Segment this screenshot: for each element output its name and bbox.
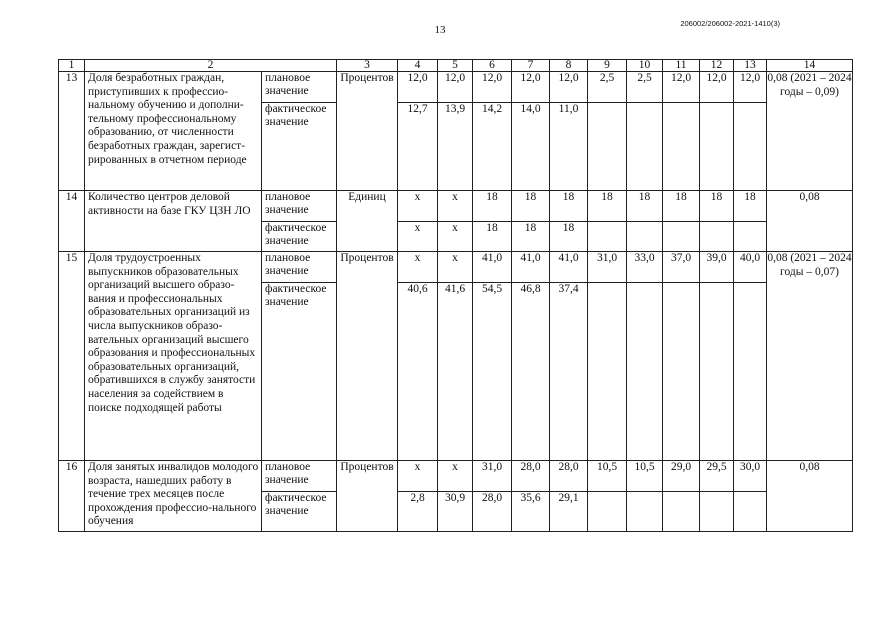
fact-value	[663, 222, 700, 252]
header-cell: 4	[398, 60, 438, 72]
row-number: 15	[59, 252, 85, 461]
plan-value: 10,5	[627, 461, 663, 492]
plan-label: плановое значение	[262, 72, 337, 103]
plan-label: плановое значение	[262, 461, 337, 492]
plan-value: х	[398, 252, 438, 283]
plan-value: 12,0	[398, 72, 438, 103]
fact-value	[627, 283, 663, 461]
fact-value	[627, 103, 663, 191]
indicators-table	[58, 59, 853, 532]
row-number: 16	[59, 461, 85, 532]
table-row-plan	[59, 72, 853, 103]
fact-value	[663, 492, 700, 532]
plan-value: 31,0	[588, 252, 627, 283]
plan-value: 12,0	[550, 72, 588, 103]
plan-value: 30,0	[734, 461, 767, 492]
table-row-plan	[59, 191, 853, 222]
header-cell: 6	[473, 60, 512, 72]
header-cell: 10	[627, 60, 663, 72]
plan-value: 33,0	[627, 252, 663, 283]
plan-value: 28,0	[512, 461, 550, 492]
document-id: 206002/206002-2021-1410(3)	[680, 19, 780, 28]
fact-label: фактическое значение	[262, 492, 337, 532]
plan-value: х	[438, 191, 473, 222]
header-cell: 2	[85, 60, 337, 72]
weight-cell: 0,08 (2021 – 2024 годы – 0,09)	[767, 72, 853, 191]
fact-value: 13,9	[438, 103, 473, 191]
fact-value	[734, 103, 767, 191]
indicator-name: Количество центров деловой активности на базе ГКУ ЦЗН ЛО	[85, 191, 262, 252]
header-cell: 1	[59, 60, 85, 72]
plan-value: 18	[588, 191, 627, 222]
plan-value: 37,0	[663, 252, 700, 283]
plan-value: 18	[473, 191, 512, 222]
plan-value: 29,5	[700, 461, 734, 492]
table-row-plan	[59, 252, 853, 283]
plan-value: 18	[663, 191, 700, 222]
fact-value: 14,0	[512, 103, 550, 191]
fact-label: фактическое значение	[262, 222, 337, 252]
plan-value: 18	[512, 191, 550, 222]
unit-cell: Процентов	[337, 252, 398, 461]
plan-label: плановое значение	[262, 191, 337, 222]
plan-value: 41,0	[512, 252, 550, 283]
plan-value: 41,0	[550, 252, 588, 283]
fact-value	[588, 222, 627, 252]
plan-value: 12,0	[663, 72, 700, 103]
header-cell: 5	[438, 60, 473, 72]
weight-cell: 0,08 (2021 – 2024 годы – 0,07)	[767, 252, 853, 461]
indicator-name: Доля безработных граждан, приступивших к профессио-нальному обучению и дополни-тельному профессиональному образованию, от численности безработных граждан, зарегист-рированных в отчетном периоде	[85, 72, 262, 191]
fact-value: 2,8	[398, 492, 438, 532]
plan-value: 2,5	[627, 72, 663, 103]
plan-value: 41,0	[473, 252, 512, 283]
fact-value: 12,7	[398, 103, 438, 191]
header-cell: 11	[663, 60, 700, 72]
header-cell: 12	[700, 60, 734, 72]
plan-label: плановое значение	[262, 252, 337, 283]
fact-value: 14,2	[473, 103, 512, 191]
fact-value: 18	[473, 222, 512, 252]
plan-value: 18	[627, 191, 663, 222]
header-cell: 8	[550, 60, 588, 72]
fact-value	[734, 283, 767, 461]
fact-value: х	[398, 222, 438, 252]
plan-value: 12,0	[734, 72, 767, 103]
plan-value: х	[438, 461, 473, 492]
unit-cell: Процентов	[337, 461, 398, 532]
fact-value	[700, 222, 734, 252]
header-cell: 13	[734, 60, 767, 72]
fact-value: 46,8	[512, 283, 550, 461]
fact-value: х	[438, 222, 473, 252]
unit-cell: Процентов	[337, 72, 398, 191]
fact-value: 29,1	[550, 492, 588, 532]
plan-value: 12,0	[512, 72, 550, 103]
plan-value: х	[398, 461, 438, 492]
plan-value: х	[438, 252, 473, 283]
fact-value: 40,6	[398, 283, 438, 461]
fact-value	[627, 492, 663, 532]
plan-value: 29,0	[663, 461, 700, 492]
plan-value: 28,0	[550, 461, 588, 492]
indicator-name: Доля трудоустроенных выпускников образовательных организаций высшего образо-вания и профессиональных образовательных организаций из числа выпускников образо-вательных организаций высшего образования и профессиональных образовательных организаций, обратившихся в службу занятости населения за содействием в поиске подходящей работы	[85, 252, 262, 461]
fact-value	[734, 492, 767, 532]
page-number: 13	[434, 24, 446, 36]
fact-value	[588, 283, 627, 461]
fact-value	[588, 103, 627, 191]
unit-cell: Единиц	[337, 191, 398, 252]
fact-value	[588, 492, 627, 532]
row-number: 14	[59, 191, 85, 252]
fact-value	[627, 222, 663, 252]
fact-value: 30,9	[438, 492, 473, 532]
header-row	[59, 60, 853, 72]
plan-value: 18	[734, 191, 767, 222]
plan-value: 18	[550, 191, 588, 222]
fact-value: 37,4	[550, 283, 588, 461]
plan-value: 10,5	[588, 461, 627, 492]
plan-value: 12,0	[700, 72, 734, 103]
fact-value: 18	[550, 222, 588, 252]
fact-value: 18	[512, 222, 550, 252]
plan-value: 40,0	[734, 252, 767, 283]
fact-label: фактическое значение	[262, 103, 337, 191]
plan-value: 12,0	[473, 72, 512, 103]
fact-value: 54,5	[473, 283, 512, 461]
row-number: 13	[59, 72, 85, 191]
weight-cell: 0,08	[767, 461, 853, 532]
plan-value: х	[398, 191, 438, 222]
fact-value	[700, 103, 734, 191]
fact-value	[734, 222, 767, 252]
indicator-name: Доля занятых инвалидов молодого возраста, нашедших работу в течение трех месяцев после прохождения профессио-нального обучения	[85, 461, 262, 532]
fact-value: 35,6	[512, 492, 550, 532]
header-cell: 3	[337, 60, 398, 72]
fact-value	[700, 492, 734, 532]
table-row-plan	[59, 461, 853, 492]
fact-value	[663, 103, 700, 191]
fact-value	[700, 283, 734, 461]
fact-value: 28,0	[473, 492, 512, 532]
plan-value: 18	[700, 191, 734, 222]
fact-value: 11,0	[550, 103, 588, 191]
plan-value: 2,5	[588, 72, 627, 103]
plan-value: 12,0	[438, 72, 473, 103]
header-cell: 14	[767, 60, 853, 72]
fact-value	[663, 283, 700, 461]
fact-value: 41,6	[438, 283, 473, 461]
plan-value: 39,0	[700, 252, 734, 283]
fact-label: фактическое значение	[262, 283, 337, 461]
weight-cell: 0,08	[767, 191, 853, 252]
header-cell: 9	[588, 60, 627, 72]
plan-value: 31,0	[473, 461, 512, 492]
header-cell: 7	[512, 60, 550, 72]
